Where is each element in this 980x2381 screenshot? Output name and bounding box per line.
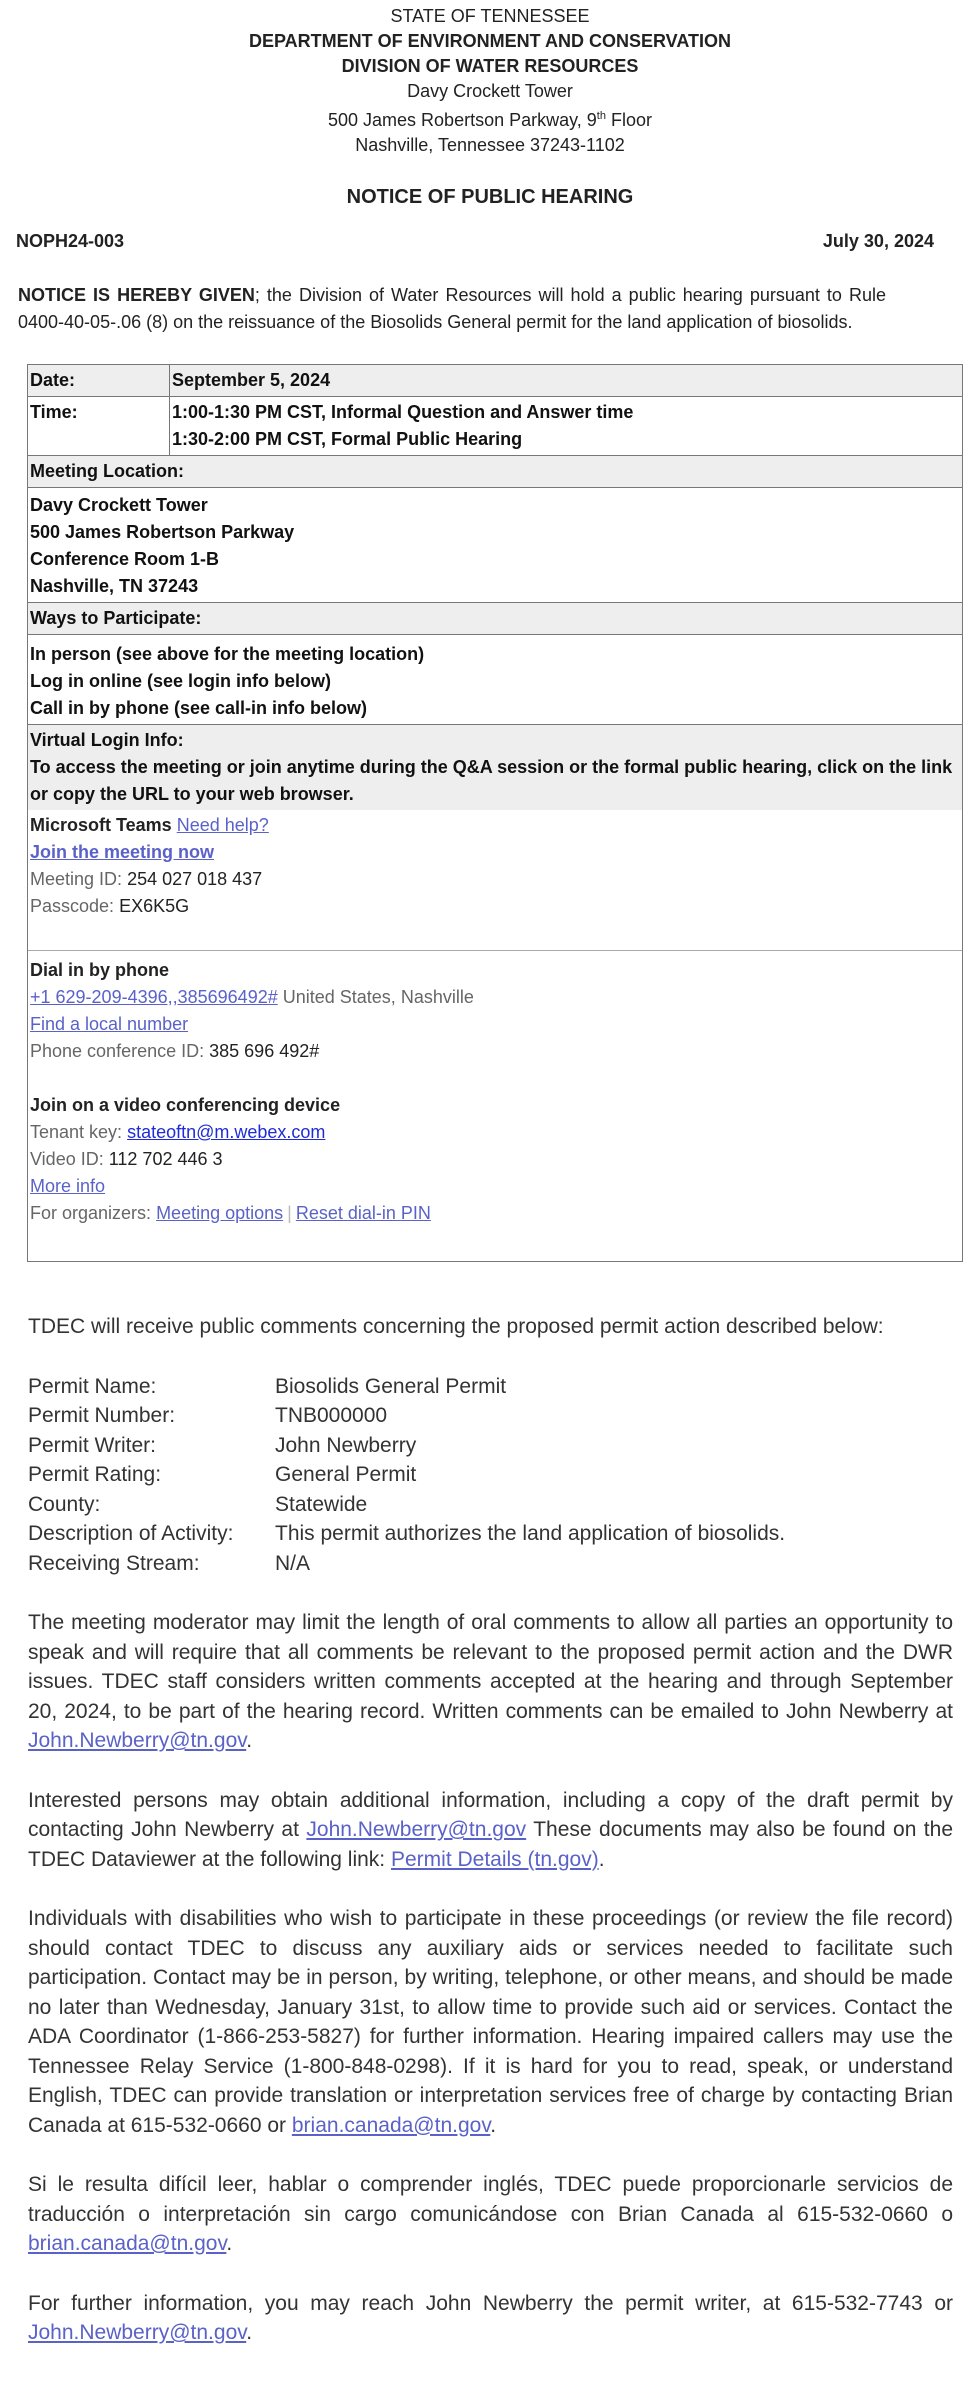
permit-field-label: Permit Number:: [28, 1404, 176, 1427]
intro-text: ; the Division of Water Resources will hold a public hearing pursuant to Rule 0400-40-05-.06 (8) on the reissuance of the Biosolids General permit for the land application of biosolids.: [18, 285, 886, 332]
conference-id-line: [30, 1038, 960, 1065]
division-name: DIVISION OF WATER RESOURCES: [341, 56, 639, 76]
reset-pin-link[interactable]: Reset dial-in PIN: [295, 1203, 431, 1223]
teams-title-line: [30, 812, 960, 839]
canada-email-link[interactable]: brian.canada@tn.gov: [291, 2113, 491, 2137]
permit-details-link[interactable]: Permit Details (tn.gov): [390, 1847, 599, 1871]
comments-text: The meeting moderator may limit the length of oral comments to allow all parties an opportunity to speak and will require that all comments be relevant to the proposed permit action and the DWR issues. TDEC staff considers written comments accepted at the hearing and through September 20, 2024, to be part of the hearing record. Written comments can be emailed to John Newberry at: [28, 1611, 953, 1723]
ways-value: [28, 635, 963, 725]
tenant-link[interactable]: stateoftn@m.webex.com: [127, 1122, 326, 1142]
organizers-label: For organizers:: [30, 1203, 152, 1223]
dial-phone-link[interactable]: +1 629-209-4396,,385696492#: [30, 987, 278, 1007]
comments-intro: TDEC will receive public comments concerning the proposed permit action described below:: [28, 1315, 884, 1338]
floor-suffix: th: [596, 110, 606, 122]
location-label: Meeting Location:: [28, 456, 963, 488]
permit-field-value: John Newberry: [275, 1433, 417, 1457]
info-end: .: [598, 1847, 605, 1871]
notice-date: July 30, 2024: [822, 231, 934, 251]
conference-id: 385 696 492#: [209, 1041, 320, 1061]
reference-line: [16, 231, 934, 252]
teams-title: Microsoft Teams: [30, 815, 172, 835]
passcode-label: Passcode:: [30, 896, 115, 916]
time-label: Time:: [28, 397, 170, 456]
further-info-end: .: [246, 2321, 253, 2344]
intro-paragraph: [18, 282, 886, 336]
street-text: 500 James Robertson Parkway, 9: [328, 110, 597, 130]
permit-fields: [28, 1372, 953, 1579]
date-value: September 5, 2024: [170, 365, 963, 397]
time-line: 1:00-1:30 PM CST, Informal Question and Answer time: [172, 402, 634, 422]
accessibility-paragraph: [28, 1904, 953, 2140]
meeting-details-table: [27, 364, 963, 810]
further-info-paragraph: [28, 2289, 953, 2348]
permit-field-label: County:: [28, 1492, 101, 1516]
video-title: Join on a video conferencing device: [30, 1095, 341, 1115]
ways-line: Call in by phone (see call-in info below): [30, 698, 368, 718]
tenant-label: Tenant key:: [30, 1122, 123, 1142]
permit-field-label: Permit Rating:: [28, 1463, 162, 1486]
virtual-row: [28, 725, 963, 811]
comments-end: .: [246, 1729, 253, 1752]
newberry-email-link[interactable]: John.Newberry@tn.gov: [306, 1818, 527, 1841]
ways-header-row: [28, 603, 963, 635]
date-row: [28, 365, 963, 397]
virtual-label: Virtual Login Info:: [30, 730, 184, 750]
permit-field-label: Permit Name:: [28, 1374, 157, 1398]
more-info-link[interactable]: More info: [30, 1176, 106, 1196]
meeting-id: 254 027 018 437: [127, 869, 263, 889]
ways-row: [28, 635, 963, 725]
link-separator: |: [287, 1203, 292, 1223]
dial-in-section: [28, 950, 962, 1261]
info-paragraph: [28, 1786, 953, 1875]
organizers-line: [30, 1200, 960, 1227]
permit-field-value: Biosolids General Permit: [275, 1374, 507, 1398]
further-info-text: For further information, you may reach John Newberry the permit writer, at 615-532-7743 or: [28, 2291, 953, 2315]
permit-field-label: Receiving Stream:: [28, 1551, 200, 1575]
spanish-end: .: [226, 2232, 233, 2255]
ways-line: In person (see above for the meeting location): [30, 644, 425, 664]
spanish-paragraph: [28, 2170, 953, 2259]
spanish-text: Si le resulta difícil leer, hablar o comprender inglés, TDEC puede proporcionarle servicios de traducción o interpretación sin cargo comunicándose con Brian Canada al 615-532-0660 o: [28, 2173, 953, 2226]
meeting-options-link[interactable]: Meeting options: [156, 1203, 284, 1223]
intro-lead: NOTICE IS HEREBY GIVEN: [18, 285, 255, 305]
page-title: NOTICE OF PUBLIC HEARING: [346, 186, 634, 208]
virtual-login-box: [27, 810, 963, 1262]
permit-field-label: Permit Writer:: [28, 1433, 156, 1457]
virtual-text: To access the meeting or join anytime during the Q&A session or the formal public hearing, click on the link or copy the URL to your web browser.: [30, 757, 953, 804]
teams-section: [28, 810, 962, 950]
newberry-email-link[interactable]: John.Newberry@tn.gov: [28, 1729, 247, 1752]
time-line: 1:30-2:00 PM CST, Formal Public Hearing: [172, 429, 523, 449]
canada-email-link[interactable]: brian.canada@tn.gov: [28, 2232, 227, 2255]
passcode-line: [30, 893, 960, 920]
permit-field-label: Description of Activity:: [28, 1522, 234, 1545]
street-address: [0, 104, 980, 133]
building-name: Davy Crockett Tower: [407, 81, 573, 101]
find-local-number-link[interactable]: Find a local number: [30, 1014, 189, 1034]
video-id-label: Video ID:: [30, 1149, 104, 1169]
passcode: EX6K5G: [119, 896, 190, 916]
video-id-line: [30, 1146, 960, 1173]
city-address: Nashville, Tennessee 37243-1102: [355, 135, 625, 155]
location-line: Conference Room 1-B: [30, 549, 220, 569]
time-value: [170, 397, 963, 456]
dial-phone-location: United States, Nashville: [282, 987, 474, 1007]
dial-in-title: Dial in by phone: [30, 960, 170, 980]
permit-field-value: This permit authorizes the land application of biosolids.: [275, 1522, 786, 1545]
info-text: Interested persons may obtain additional information, including a copy of the draft permit by contacting John Newberry at: [28, 1788, 953, 1841]
letterhead: [0, 0, 980, 158]
location-line: Davy Crockett Tower: [30, 495, 208, 515]
ways-label: Ways to Participate:: [28, 603, 963, 635]
notice-number: NOPH24-003: [16, 231, 125, 251]
meeting-id-label: Meeting ID:: [30, 869, 123, 889]
location-value: [28, 488, 963, 603]
permit-field-value: N/A: [275, 1551, 311, 1575]
info-mid: These documents may also be found on the TDEC Dataviewer at the following link:: [28, 1818, 954, 1871]
join-meeting-link[interactable]: Join the meeting now: [30, 842, 215, 862]
ways-line: Log in online (see login info below): [30, 671, 331, 691]
video-id: 112 702 446 3: [108, 1149, 223, 1169]
accessibility-end: .: [490, 2113, 497, 2137]
tenant-line: [30, 1119, 960, 1146]
accessibility-text: Individuals with disabilities who wish to participate in these proceedings (or review the file record) should contact TDEC to discuss any auxiliary aids or services needed to facilitate such participation. Contact may be in person, by writing, telephone, or other means, and should be made no later than Wednesday, January 31st, to allow time to provide such aid or services. Contact the ADA Coordinator (1-866-253-5827) for further information. Hearing impaired callers may use the Tennessee Relay Service (1-800-848-0298). If it is hard for you to read, speak, or understand English, TDEC can provide translation or interpretation services free of charge by contacting Brian Canada at 615-532-0660 or: [28, 1907, 953, 2137]
location-row: [28, 488, 963, 603]
permit-field-value: Statewide: [275, 1492, 368, 1516]
comments-paragraph: [28, 1608, 953, 1756]
location-line: Nashville, TN 37243: [30, 576, 199, 596]
dial-phone-line: [30, 984, 960, 1011]
date-label: Date:: [28, 365, 170, 397]
meeting-id-line: [30, 866, 960, 893]
notice-body: [28, 1312, 953, 2348]
permit-field-value: General Permit: [275, 1463, 417, 1486]
department-name: DEPARTMENT OF ENVIRONMENT AND CONSERVATION: [248, 31, 731, 51]
virtual-info: [28, 725, 963, 811]
permit-field-value: TNB000000: [275, 1404, 388, 1427]
state-name: STATE OF TENNESSEE: [390, 6, 590, 26]
need-help-link[interactable]: Need help?: [176, 815, 269, 835]
floor-text: Floor: [605, 110, 652, 130]
conference-id-label: Phone conference ID:: [30, 1041, 205, 1061]
location-header-row: [28, 456, 963, 488]
location-line: 500 James Robertson Parkway: [30, 522, 295, 542]
newberry-email-link[interactable]: John.Newberry@tn.gov: [28, 2321, 247, 2344]
time-row: [28, 397, 963, 456]
